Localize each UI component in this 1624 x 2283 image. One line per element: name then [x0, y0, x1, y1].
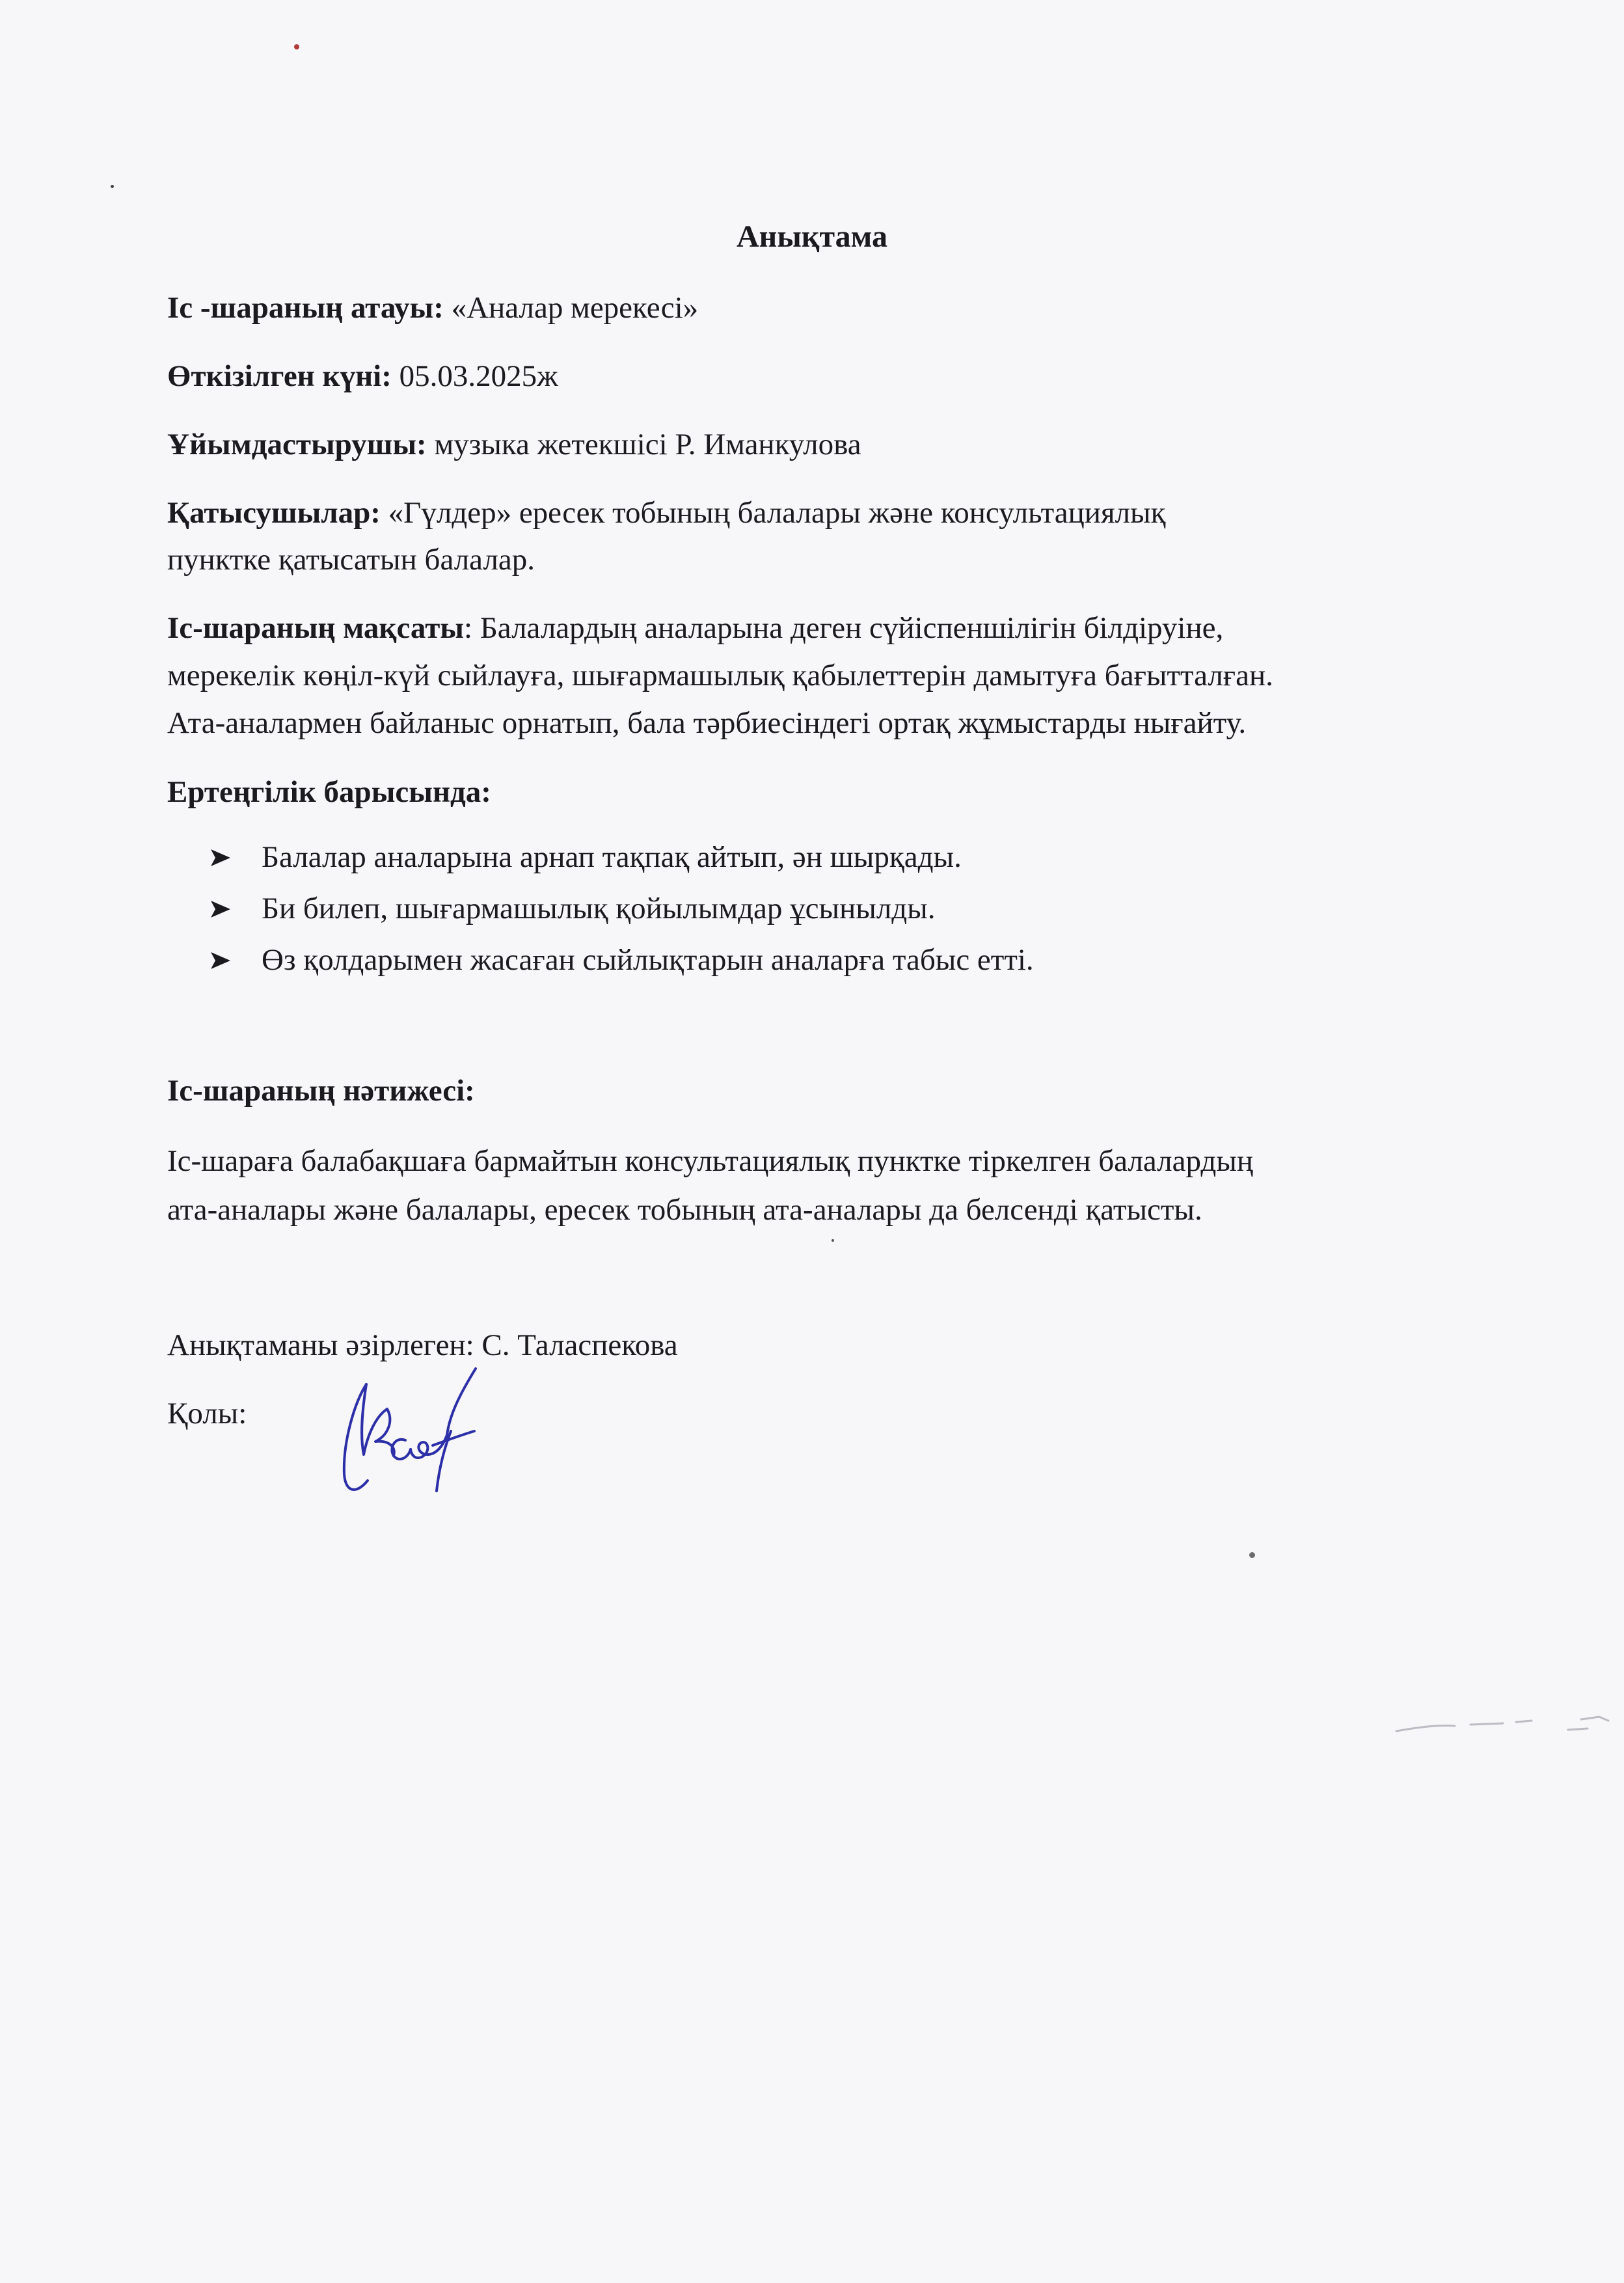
date-line — [167, 357, 1566, 396]
date-label: Өткізілген күні: — [167, 359, 392, 393]
participants-label: Қатысушылар: — [167, 496, 381, 530]
result-line-1: Іс-шараға балабақшаға бармайтын консультациялық пунктке тіркелген балалардың — [167, 1144, 1254, 1178]
event-name-line — [167, 288, 1566, 327]
goal-line-3 — [167, 704, 1566, 743]
organizer-label: Ұйымдастырушы: — [167, 428, 427, 461]
arrow-bullet-icon — [208, 838, 262, 877]
scan-speck — [294, 44, 299, 49]
participants-value-2: пунктке қатысатын балалар. — [167, 543, 535, 577]
list-item-text: Би билеп, шығармашылық қойылымдар ұсынылды. — [262, 892, 936, 925]
list-item-text: Балалар аналарына арнап тақпақ айтып, ән шырқады. — [262, 840, 962, 874]
scan-speck — [1249, 1552, 1255, 1558]
signature-label: Қолы: — [167, 1397, 247, 1430]
event-name-value: «Аналар мерекесі» — [443, 291, 699, 325]
goal-line-1 — [167, 608, 1566, 648]
list-item — [208, 889, 936, 928]
goal-value-1: : Балалардың аналарына деген сүйіспеншілігін білдіруіне, — [464, 611, 1224, 645]
event-name-label: Іс -шараның атауы: — [167, 291, 444, 325]
result-line-2: ата-аналары және балалары, ересек тобының ата-аналары да белсенді қатысты. — [167, 1193, 1202, 1227]
handwritten-signature — [329, 1363, 498, 1503]
list-item — [208, 940, 1034, 979]
list-item-text: Өз қолдарымен жасаған сыйлықтарын аналарға табыс етті. — [262, 943, 1034, 977]
scan-speck — [832, 1239, 834, 1242]
goal-value-3: Ата-аналармен байланыс орнатып, бала тәрбиесіндегі ортақ жұмыстарды нығайту. — [167, 706, 1247, 740]
scan-marks — [1392, 1710, 1620, 1743]
result-heading: Іс-шараның нәтижесі: — [167, 1074, 475, 1108]
scan-speck — [111, 185, 114, 188]
prepared-by: Анықтаманы әзірлеген: С. Таласпекова — [167, 1328, 678, 1362]
arrow-bullet-icon — [208, 889, 262, 928]
goal-label: Іс-шараның мақсаты — [167, 611, 465, 645]
participants-line-2 — [167, 540, 1566, 579]
participants-line-1 — [167, 493, 1566, 532]
organizer-value: музыка жетекшісі Р. Иманкулова — [426, 428, 861, 461]
during-heading: Ертеңгілік барысында: — [167, 775, 491, 809]
participants-value-1: «Гүлдер» ересек тобының балалары және консультациялық — [380, 496, 1166, 530]
arrow-bullet-icon — [208, 940, 262, 979]
document-title: Анықтама — [737, 219, 887, 254]
goal-line-2 — [167, 656, 1566, 695]
date-value: 05.03.2025ж — [391, 359, 558, 393]
goal-value-2: мерекелік көңіл-күй сыйлауға, шығармашылық қабылеттерін дамытуға бағытталған. — [167, 659, 1273, 692]
organizer-line — [167, 425, 1566, 464]
list-item — [208, 838, 962, 877]
